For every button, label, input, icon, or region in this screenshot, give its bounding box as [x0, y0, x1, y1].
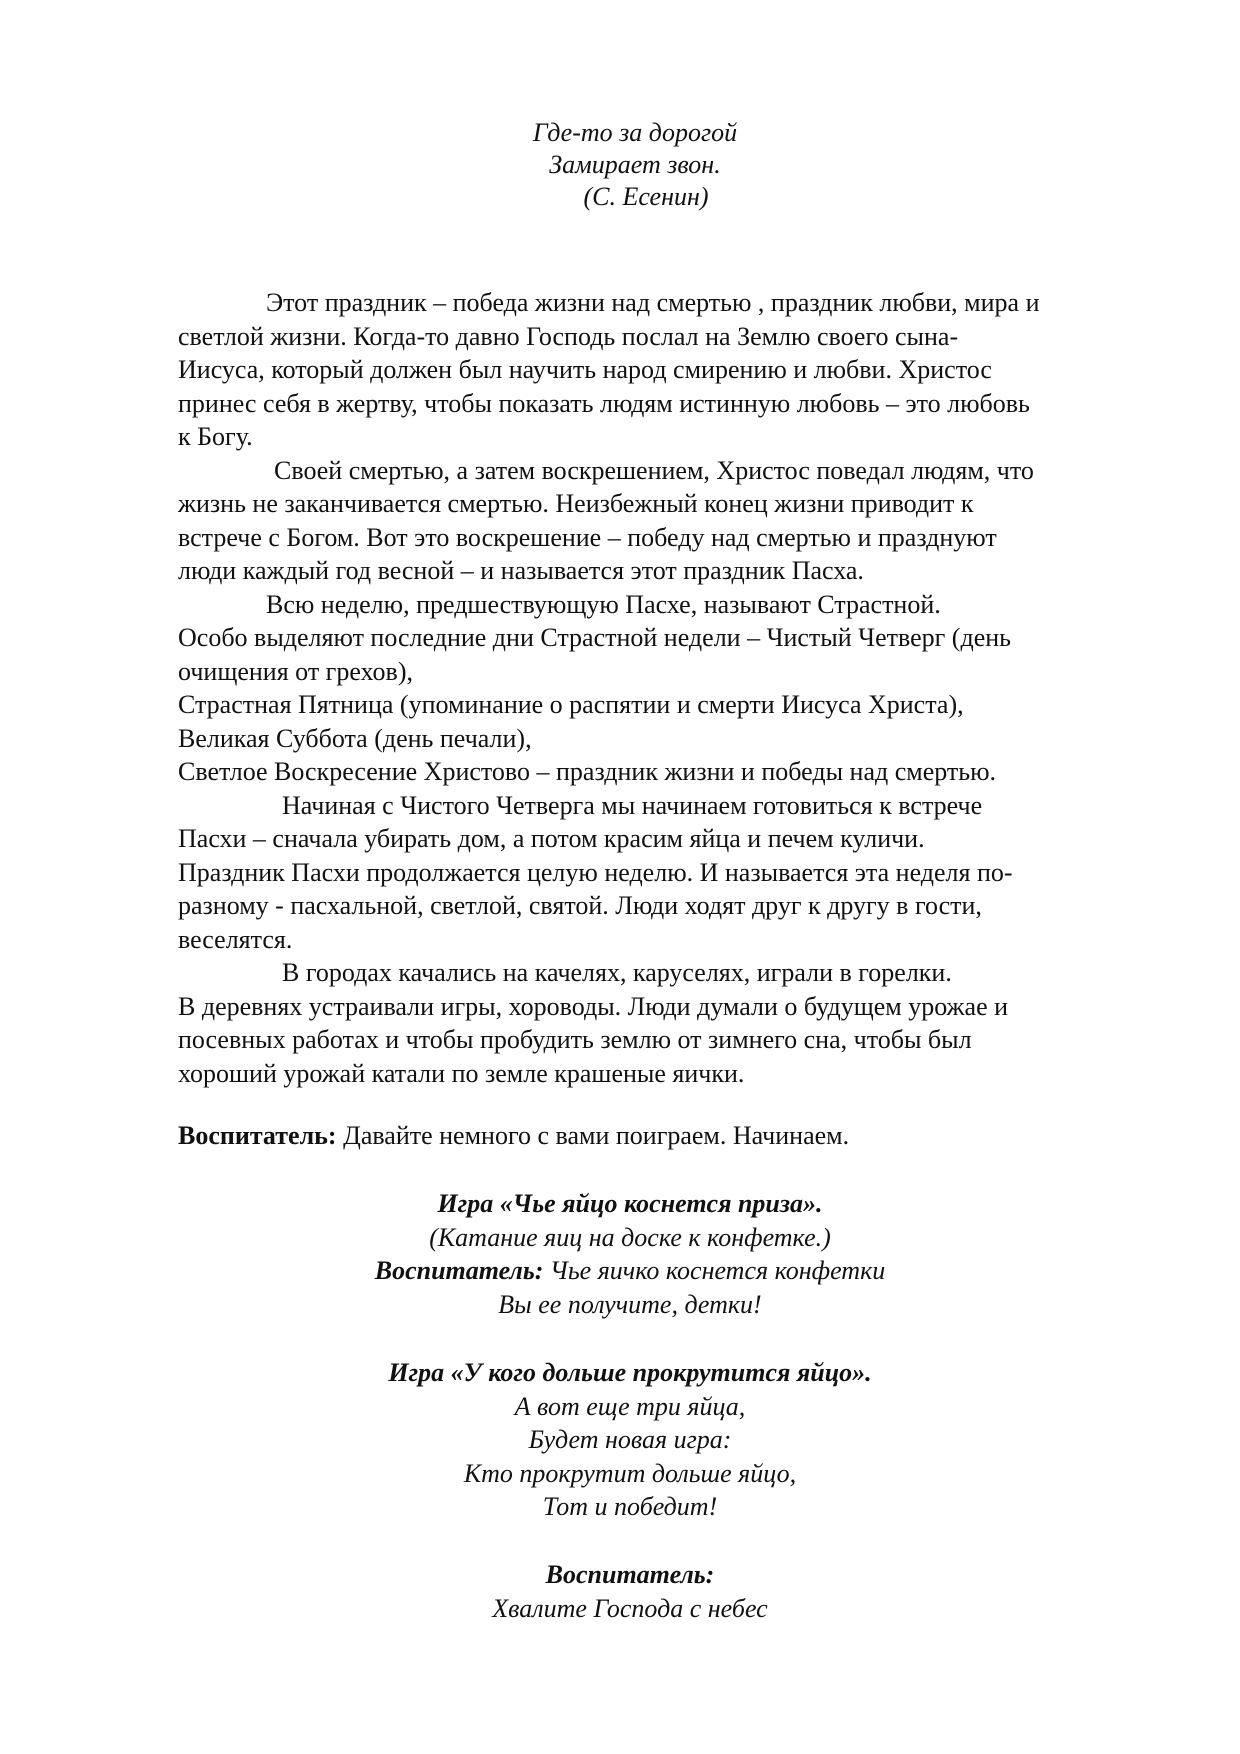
text-line: светлой жизни. Когда-то давно Господь послал на Землю своего сына-: [178, 321, 959, 351]
game-verse-line: Тот и победит!: [542, 1492, 718, 1521]
text-line: Иисуса, который должен был научить народ смирению и любви. Христос: [178, 355, 992, 384]
text-line: жизнь не заканчивается смертью. Неизбежный конец жизни приводит к: [178, 489, 974, 518]
text-line: очищения от грехов),: [178, 656, 413, 686]
text-line: посевных работах и чтобы пробудить землю от зимнего сна, чтобы был: [178, 1025, 972, 1054]
text-line: Особо выделяют последние дни Страстной недели – Чистый Четверг (день: [178, 623, 1012, 652]
game-title: Игра «Чье яйцо коснется приза».: [437, 1189, 823, 1218]
text-line: хороший урожай катали по земле крашеные яички.: [178, 1058, 745, 1088]
text-line: веселятся.: [178, 924, 293, 954]
epigraph-author: (С. Есенин): [583, 182, 709, 211]
text-line: принес себя в жертву, чтобы показать людям истинную любовь – это любовь: [178, 388, 1030, 418]
text-line: люди каждый год весной – и называется этот праздник Пасха.: [178, 556, 864, 585]
text-line: Светлое Воскресение Христово – праздник жизни и победы над смертью.: [178, 757, 997, 786]
text-line: Своей смертью, а затем воскрешением, Христос поведал людям, что: [274, 455, 1034, 485]
text-line: Всю неделю, предшествующую Пасхе, называют Страстной.: [266, 589, 941, 619]
speaker-label: Воспитатель:: [545, 1560, 715, 1589]
main-text: [178, 286, 1168, 1090]
text-line: В городах качались на качелях, каруселях, играли в горелки.: [282, 958, 952, 987]
speaker-line: [178, 1119, 1168, 1153]
game-verse-line: Будет новая игра:: [528, 1425, 732, 1454]
text-line: Праздник Пасхи продолжается целую неделю. И называется эта неделя по-: [178, 857, 1013, 887]
speaker-label: Воспитатель:: [374, 1256, 544, 1285]
text-line: Пасхи – сначала убирать дом, а потом красим яйца и печем куличи.: [178, 824, 925, 853]
epigraph-line: Замирает звон.: [549, 150, 721, 179]
speaker-label: Воспитатель:: [178, 1121, 337, 1150]
speaker-text: Давайте немного с вами поиграем. Начинаем.: [336, 1121, 850, 1150]
game-note: (Катание яиц на доске к конфетке.): [429, 1222, 831, 1252]
closing-block: [0, 1558, 1240, 1625]
text-line: Этот праздник – победа жизни над смертью , праздник любви, мира и: [266, 288, 1040, 317]
text-line: Начиная с Чистого Четверга мы начинаем готовиться к встрече: [282, 790, 983, 820]
text-line: Страстная Пятница (упоминание о распятии и смерти Иисуса Христа),: [178, 690, 964, 719]
text-line: к Богу.: [178, 422, 253, 451]
game-one: [0, 1187, 1240, 1321]
game-verse-line: Кто прокрутит дольше яйцо,: [463, 1458, 797, 1488]
epigraph: [0, 117, 1240, 213]
text-line: Великая Суббота (день печали),: [178, 723, 532, 753]
game-title: Игра «У кого дольше прокрутится яйцо».: [388, 1358, 872, 1387]
game-verse-line: А вот еще три яйца,: [514, 1391, 746, 1421]
game-verse-line: Вы ее получите, детки!: [498, 1289, 762, 1319]
game-two: [0, 1356, 1240, 1524]
text-line: разному - пасхальной, светлой, святой. Люди ходят друг к другу в гости,: [178, 891, 982, 920]
text-line: встрече с Богом. Вот это воскрешение – победу над смертью и празднуют: [178, 522, 997, 552]
game-verse-line: [20, 1254, 1240, 1288]
text-line: В деревнях устраивали игры, хороводы. Люди думали о будущем урожае и: [178, 991, 1009, 1021]
epigraph-line: Где-то за дорогой: [532, 118, 738, 147]
closing-line: Хвалите Господа с небес: [492, 1593, 768, 1623]
verse-text: Чье яичко коснется конфетки: [543, 1256, 886, 1285]
